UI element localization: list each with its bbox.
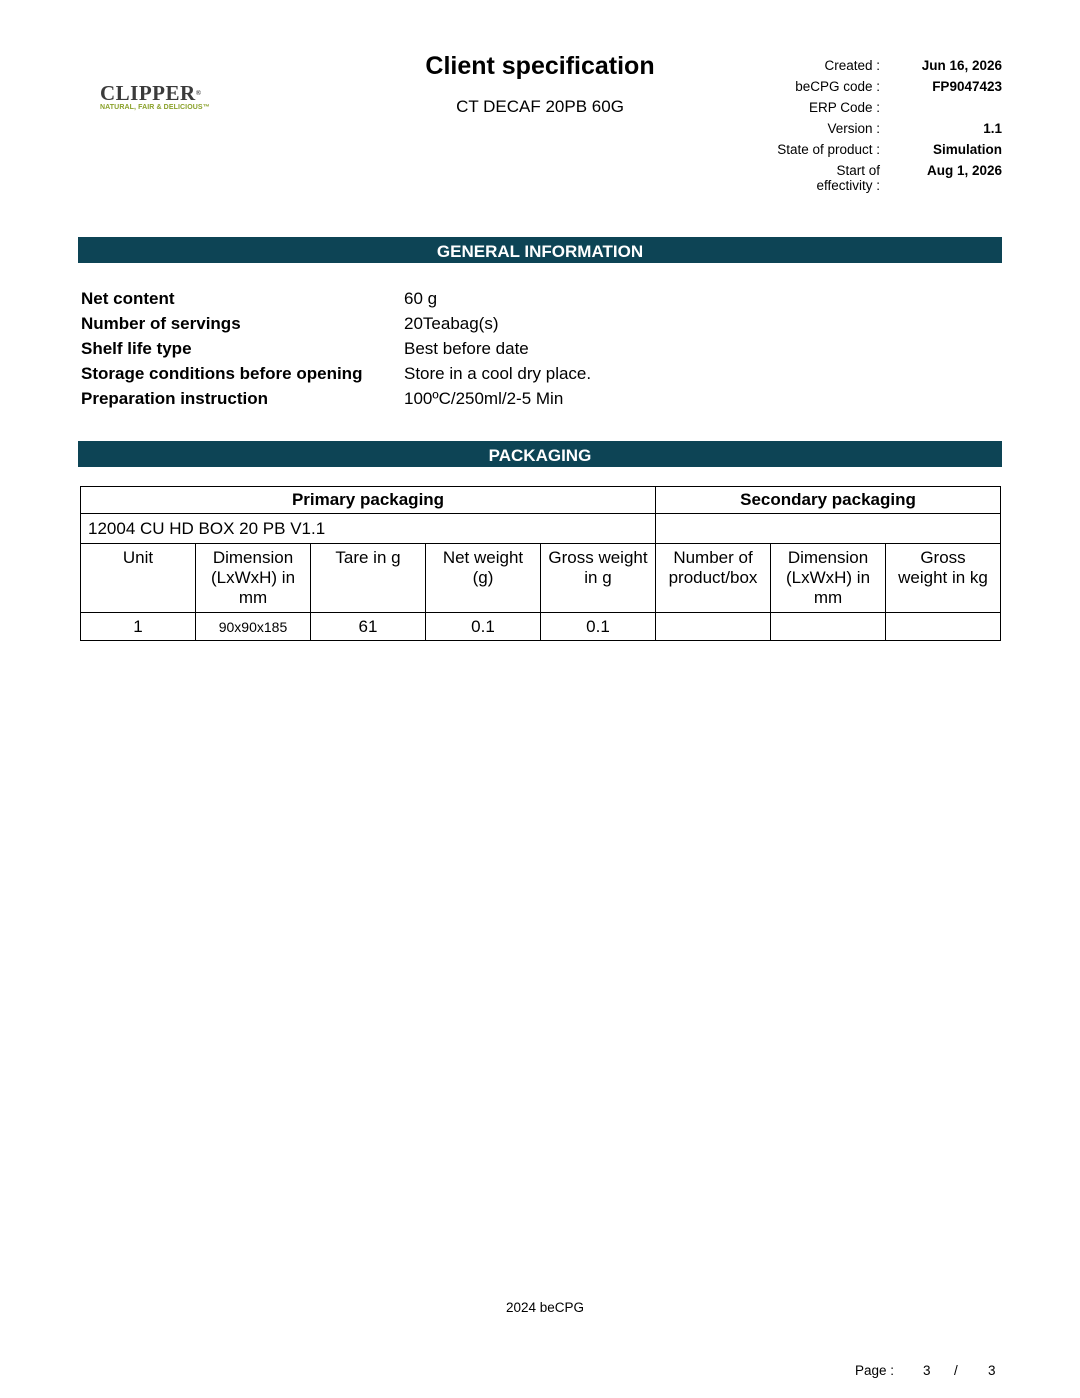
column-header-gross-weight-kg (886, 544, 1001, 613)
header-line: product/box (668, 568, 758, 587)
meta-label: Version : (827, 121, 880, 136)
info-value: Store in a cool dry place. (404, 364, 592, 383)
footer-text: 2024 beCPG (505, 1300, 585, 1315)
header-line: Dimension (787, 548, 869, 567)
info-value: Best before date (404, 339, 529, 358)
meta-label-line: Start of (836, 163, 880, 178)
primary-packaging-header: Primary packaging (81, 487, 656, 514)
table-row (81, 514, 1001, 544)
page-total: 3 (988, 1363, 996, 1378)
info-row (81, 286, 981, 311)
info-label: Shelf life type (81, 339, 192, 358)
meta-row-state (740, 139, 1002, 160)
meta-value: 1.1 (983, 121, 1002, 136)
cell-net-weight: 0.1 (426, 613, 541, 641)
info-row (81, 311, 981, 336)
info-label: Storage conditions before opening (81, 364, 363, 383)
cell-dimension: 90x90x185 (196, 613, 311, 641)
meta-label: ERP Code : (808, 100, 880, 115)
header-line: Gross (920, 548, 966, 567)
page-label: Page : (855, 1363, 895, 1378)
info-label: Preparation instruction (81, 389, 269, 408)
info-value: 20Teabag(s) (404, 314, 499, 333)
meta-label: beCPG code : (795, 79, 880, 94)
secondary-packaging-header: Secondary packaging (656, 487, 1001, 514)
info-row (81, 361, 981, 386)
meta-block (740, 55, 1002, 193)
logo-tagline: NATURAL, FAIR & DELICIOUS™ (100, 104, 210, 111)
section-header-general: GENERAL INFORMATION (78, 237, 1002, 263)
header-line: Dimension (212, 548, 294, 567)
primary-packaging-name: 12004 CU HD BOX 20 PB V1.1 (81, 514, 656, 544)
header-line: mm (238, 588, 268, 607)
column-header-net-weight (426, 544, 541, 613)
meta-row-erp-code (740, 97, 1002, 118)
meta-value: FP9047423 (932, 79, 1002, 94)
header-line: Number of (673, 548, 753, 567)
meta-row-becpg-code (740, 76, 1002, 97)
cell-products-per-box (656, 613, 771, 641)
header-line: in g (584, 568, 612, 587)
info-row (81, 386, 981, 411)
clipper-logo (100, 82, 208, 114)
meta-row-created (740, 55, 1002, 76)
meta-value (886, 97, 1002, 118)
meta-label: Created : (824, 58, 880, 73)
header-line: Tare in g (335, 548, 401, 567)
header-line: Gross weight (548, 548, 648, 567)
column-header-products-per-box (656, 544, 771, 613)
general-info-list (81, 286, 981, 411)
document-title: Client specification (425, 52, 655, 80)
section-header-packaging: PACKAGING (78, 441, 1002, 467)
column-header-tare (311, 544, 426, 613)
meta-label-line: effectivity : (816, 178, 880, 193)
info-value: 100ºC/250ml/2-5 Min (404, 389, 564, 408)
meta-label (740, 160, 886, 193)
logo-wordmark: CLIPPER® (100, 81, 202, 105)
header-line: (g) (472, 568, 494, 587)
packaging-table (80, 486, 1001, 641)
cell-gross-weight: 0.1 (541, 613, 656, 641)
cell-tare: 61 (311, 613, 426, 641)
cell-secondary-dimension (771, 613, 886, 641)
table-row (81, 613, 1001, 641)
info-label: Net content (81, 289, 175, 308)
secondary-packaging-name (656, 514, 1001, 544)
header-line: (LxWxH) in (785, 568, 871, 587)
info-label: Number of servings (81, 314, 241, 333)
cell-gross-weight-kg (886, 613, 1001, 641)
column-header-secondary-dimension (771, 544, 886, 613)
meta-row-effectivity (740, 160, 1002, 193)
column-header-row (81, 544, 1001, 613)
table-header-row (81, 487, 1001, 514)
column-header-unit (81, 544, 196, 613)
column-header-dimension (196, 544, 311, 613)
meta-row-version (740, 118, 1002, 139)
header-line: Unit (122, 548, 154, 567)
header-line: weight in kg (898, 568, 988, 587)
page-separator: / (954, 1363, 958, 1378)
meta-label: State of product : (777, 142, 880, 157)
header-line: mm (813, 588, 843, 607)
meta-value: Jun 16, 2026 (921, 58, 1002, 73)
info-value: 60 g (404, 289, 438, 308)
meta-value: Simulation (932, 142, 1002, 157)
column-header-gross-weight (541, 544, 656, 613)
info-row (81, 336, 981, 361)
meta-value: Aug 1, 2026 (926, 163, 1002, 178)
header-line: (LxWxH) in (210, 568, 296, 587)
page-indicator (855, 1363, 996, 1378)
document-subtitle: CT DECAF 20PB 60G (456, 97, 624, 116)
page-current: 3 (923, 1363, 931, 1378)
header-line: Net weight (442, 548, 524, 567)
cell-unit: 1 (81, 613, 196, 641)
